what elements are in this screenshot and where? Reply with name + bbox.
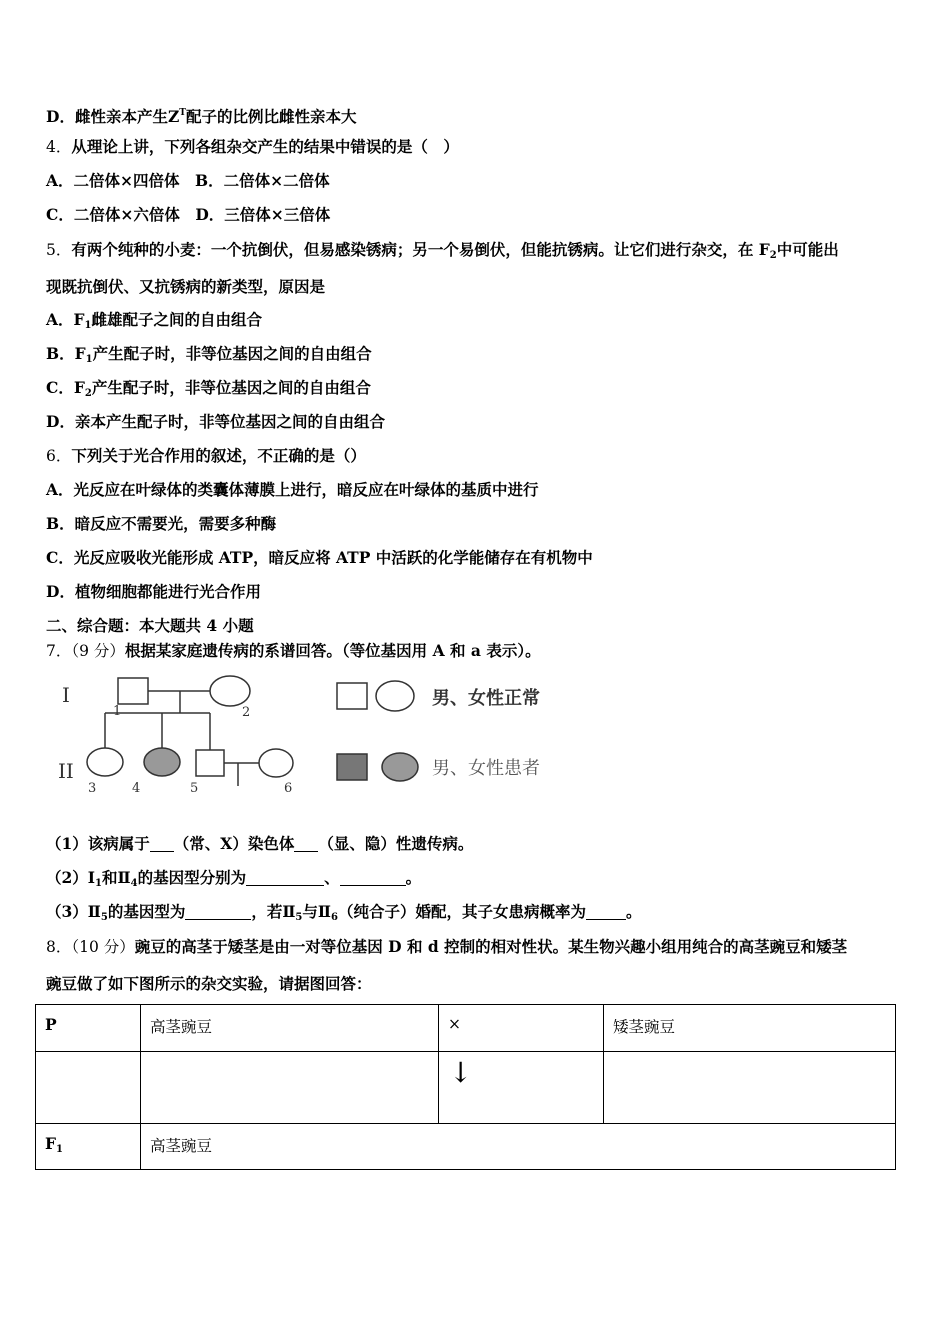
answer-blank[interactable]: [185, 904, 251, 920]
q7-stem: 7．（9 分）根据某家庭遗传病的系谱回答。（等位基因用 A 和 a 表示）。: [46, 641, 541, 660]
cell-cross-symbol: ×: [439, 1005, 604, 1052]
q4-options-line1: A．二倍体×四倍体 B．二倍体×二倍体: [46, 171, 330, 190]
individual-II5-male-normal: [196, 750, 224, 776]
q5-option-c: C．$F_2$产生配子时，非等位基因之间的自由组合: [46, 378, 371, 399]
section-title: 二、综合题：本大题共 4 小题: [46, 616, 254, 635]
cell-parent-dwarf: 矮茎豌豆: [604, 1005, 896, 1052]
legend-female-normal: [376, 681, 414, 711]
row-label-p: P: [36, 1005, 141, 1052]
answer-blank[interactable]: [150, 836, 174, 852]
q6-stem: 6．下列关于光合作用的叙述，不正确的是（）: [46, 446, 366, 465]
empty-cell: [36, 1052, 141, 1124]
individual-II6-female-normal: [259, 749, 293, 777]
q7-part3: $(3)Ⅱ_5$的基因型为 ，若$Ⅱ_5$与$Ⅱ_6$（纯合子）婚配，其子女患病概率为 。: [46, 902, 642, 923]
q4-stem: 4．从理论上讲，下列各组杂交产生的结果中错误的是（ ）: [46, 137, 459, 156]
q5-option-b: B．$F_1$产生配子时，非等位基因之间的自由组合: [46, 344, 372, 365]
legend-male-normal: [337, 683, 367, 709]
legend-normal-label: 男、女性正常: [432, 688, 540, 709]
q5-option-a: A．$F_1$雌雄配子之间的自由组合: [46, 310, 263, 331]
individual-I2-female-normal: [210, 676, 250, 706]
q6-option-a: A．光反应在叶绿体的类囊体薄膜上进行，暗反应在叶绿体的基质中进行: [46, 480, 539, 499]
row-label-f1: $F_1$: [36, 1124, 141, 1170]
answer-blank[interactable]: [246, 870, 324, 886]
individual-number-2: 2: [242, 705, 251, 720]
legend-male-affected: [337, 754, 367, 780]
q5-stem: 5．有两个纯种的小麦：一个抗倒伏，但易感染锈病；另一个易倒伏，但能抗锈病。让它们进行杂交，在 $F_2$中可能出: [46, 240, 839, 261]
q5-stem-cont: 现既抗倒伏、又抗锈病的新类型，原因是: [46, 277, 326, 296]
empty-cell: [604, 1052, 896, 1124]
individual-number-1: 1: [113, 704, 122, 719]
q6-option-d: D．植物细胞都能进行光合作用: [46, 582, 261, 601]
cell-offspring-tall: 高茎豌豆: [141, 1124, 896, 1170]
q6-option-c: C．光反应吸收光能形成 ATP，暗反应将 ATP 中活跃的化学能储存在有机物中: [46, 548, 593, 567]
empty-cell: [141, 1052, 439, 1124]
q7-part2: $(2)Ⅰ_1$和$Ⅱ_4$的基因型分别为 、 。: [46, 868, 422, 889]
legend-female-affected: [382, 753, 418, 781]
answer-blank[interactable]: [340, 870, 406, 886]
individual-number-6: 6: [284, 781, 293, 796]
individual-I1-male-normal: [118, 678, 148, 704]
gen-label-2: II: [58, 759, 74, 783]
gen-label-1: I: [62, 683, 70, 707]
q6-option-b: B．暗反应不需要光，需要多种酶: [46, 514, 277, 533]
individual-number-5: 5: [190, 781, 199, 796]
q8-stem: 8．（10 分）豌豆的高茎于矮茎是由一对等位基因 D 和 d 控制的相对性状。某生物兴趣小组用纯合的高茎豌豆和矮茎: [46, 937, 848, 956]
q7-part1: （1）该病属于 （常、X）染色体 （显、隐）性遗传病。: [46, 834, 474, 853]
cell-arrow: [439, 1052, 604, 1124]
pedigree-chart: [50, 668, 570, 804]
q5-option-d: D．亲本产生配子时，非等位基因之间的自由组合: [46, 412, 385, 431]
legend-affected-label: 男、女性患者: [432, 758, 540, 779]
individual-number-3: 3: [88, 781, 97, 796]
q4-options-line2: C．二倍体×六倍体 D．三倍体×三倍体: [46, 205, 331, 224]
cross-experiment-table: [35, 1004, 896, 1170]
q3-option-d: D．雌性亲本产生$Z^T$配子的比例比雌性亲本大: [46, 107, 357, 126]
individual-II4-female-affected: [144, 748, 180, 776]
cell-parent-tall: 高茎豌豆: [141, 1005, 439, 1052]
individual-number-4: 4: [132, 781, 141, 796]
answer-blank[interactable]: [586, 904, 626, 920]
individual-II3-female-normal: [87, 748, 123, 776]
q8-stem-cont: 豌豆做了如下图所示的杂交实验，请据图回答：: [46, 974, 372, 993]
answer-blank[interactable]: [294, 836, 318, 852]
down-arrow-icon: ↓: [449, 1056, 473, 1089]
